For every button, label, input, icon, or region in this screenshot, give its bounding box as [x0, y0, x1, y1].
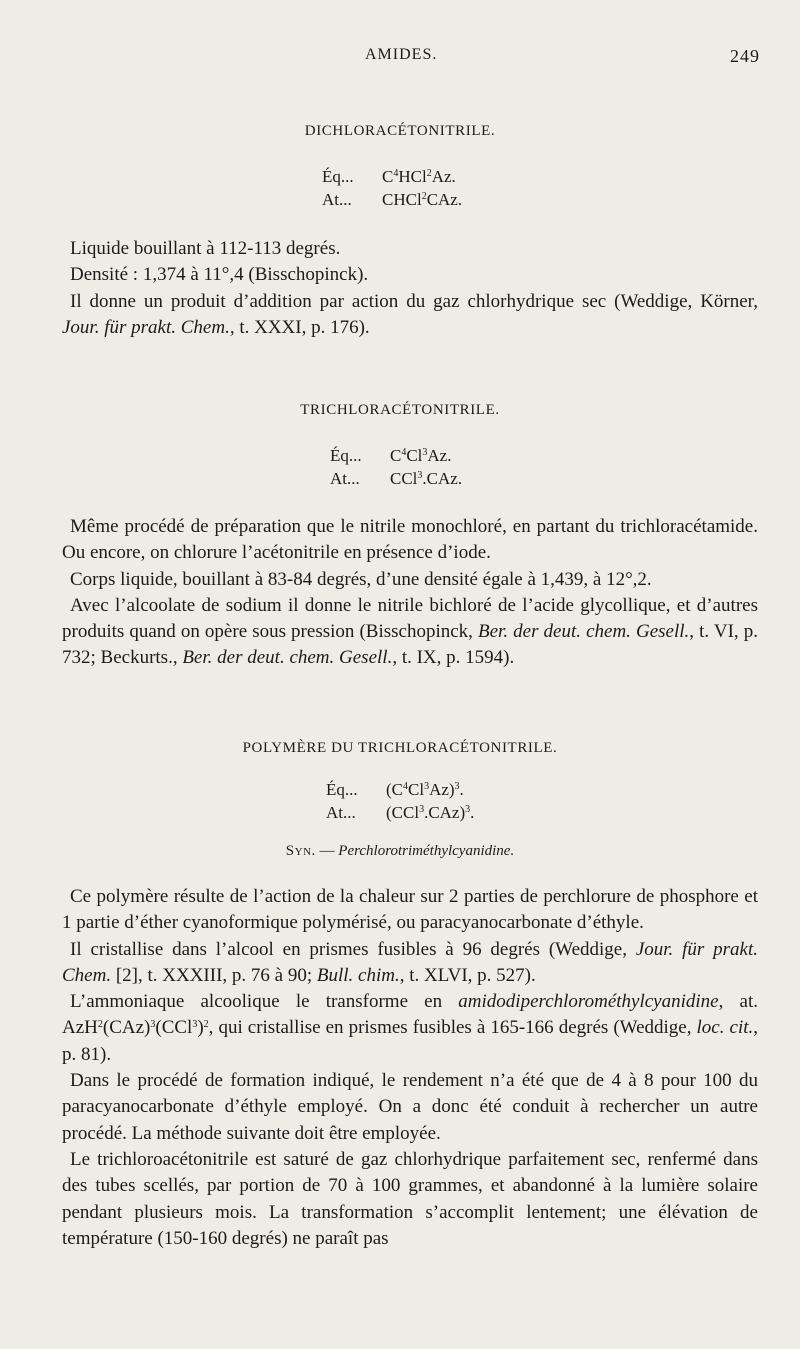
running-head	[0, 46, 800, 70]
paragraph: Liquide bouillant à 112-113 degrés.	[70, 238, 341, 259]
paragraph: Il cristallise dans l’alcool en prismes fusibles à 96 degrés (Weddige, Jour. für prakt. Chem. [2], t. XXXIII, p. 76 à 90; Bull. chim., t. XLVI, p. 527).	[62, 938, 758, 986]
paragraph: Il donne un produit d’addition par action du gaz chlorhydrique sec (Weddige, Körner, Jour. für prakt. Chem., t. XXXI, p. 176).	[62, 290, 758, 338]
paragraph: Le trichloroacétonitrile est saturé de gaz chlorhydrique parfaitement sec, renfermé dans des tubes scellés, par portion de 70 à 100 grammes, et abandonné à la lumière solaire pendant plusieurs mois. La transformation s’accomplit lentement; une élévation de température (150-160 degrés) ne paraît pas	[62, 1148, 758, 1249]
paragraph: Corps liquide, bouillant à 83-84 degrés, d’une densité égale à 1,439, à 12°,2.	[70, 568, 652, 590]
paragraph: Ce polymère résulte de l’action de la chaleur sur 2 parties de perchlorure de phosphore et 1 partie d’éther cyanoformique polymérisé, ou paracyanocarbonate d’éthyle.	[62, 886, 758, 934]
section-heading-polymere: POLYMÈRE DU TRICHLORACÉTONITRILE.	[242, 740, 558, 756]
page-number: 249	[730, 46, 760, 66]
paragraph: Dans le procédé de formation indiqué, le rendement n’a été que de 4 à 8 pour 100 du paracyanocarbonate d’éthyle employé. On a donc été conduit à rechercher un autre procédé. La méthode suivante doit être employée.	[62, 1070, 758, 1144]
paragraph: L’ammoniaque alcoolique le transforme en amidodiperchlorométhylcyanidine, at. $AzH^2(CAz)^3(CCl^3)^2$, qui cristallise en prismes fusibles à 165-166 degrés (Weddige, loc. cit., p. 81).	[62, 991, 759, 1065]
synonym-line: Syn. — Perchlorotriméthylcyanidine.	[285, 843, 515, 859]
paragraph: Densité : 1,374 à 11°,4 (Bisschopinck).	[70, 264, 369, 286]
equivalent-formula: Éq... $(C^4Cl^3Az)^3$.	[326, 780, 464, 799]
atomic-formula: At... $(CCl^3.CAz)^3$.	[326, 803, 475, 822]
section-heading-dichloracetonitrile: DICHLORACÉTONITRILE.	[304, 123, 496, 139]
section2-text	[62, 514, 758, 672]
running-title: AMIDES.	[365, 46, 438, 63]
equivalent-formula: Éq... $C^4Cl^3Az$.	[330, 446, 452, 465]
equivalent-formula: Éq... $C^4HCl^2Az$.	[322, 167, 456, 186]
paragraph: Même procédé de préparation que le nitrile monochloré, en partant du trichloracétamide. Ou encore, on chlorure l’acétonitrile en présence d’iode.	[62, 516, 758, 564]
atomic-formula: At... CCl$^3$.CAz.	[330, 469, 463, 488]
paragraph: Avec l’alcoolate de sodium il donne le nitrile bichloré de l’acide glycollique, et d’autres produits quand on opère sous pression (Bisschopinck, Ber. der deut. chem. Gesell., t. VI, p. 732; Beckurts., Ber. der deut. chem. Gesell., t. IX, p. 1594).	[62, 594, 759, 669]
section3-text	[62, 884, 758, 1252]
section1-text	[62, 236, 758, 341]
section-heading-trichloracetonitrile: TRICHLORACÉTONITRILE.	[300, 402, 500, 418]
atomic-formula: At... CHCl$^2$CAz.	[322, 190, 463, 209]
